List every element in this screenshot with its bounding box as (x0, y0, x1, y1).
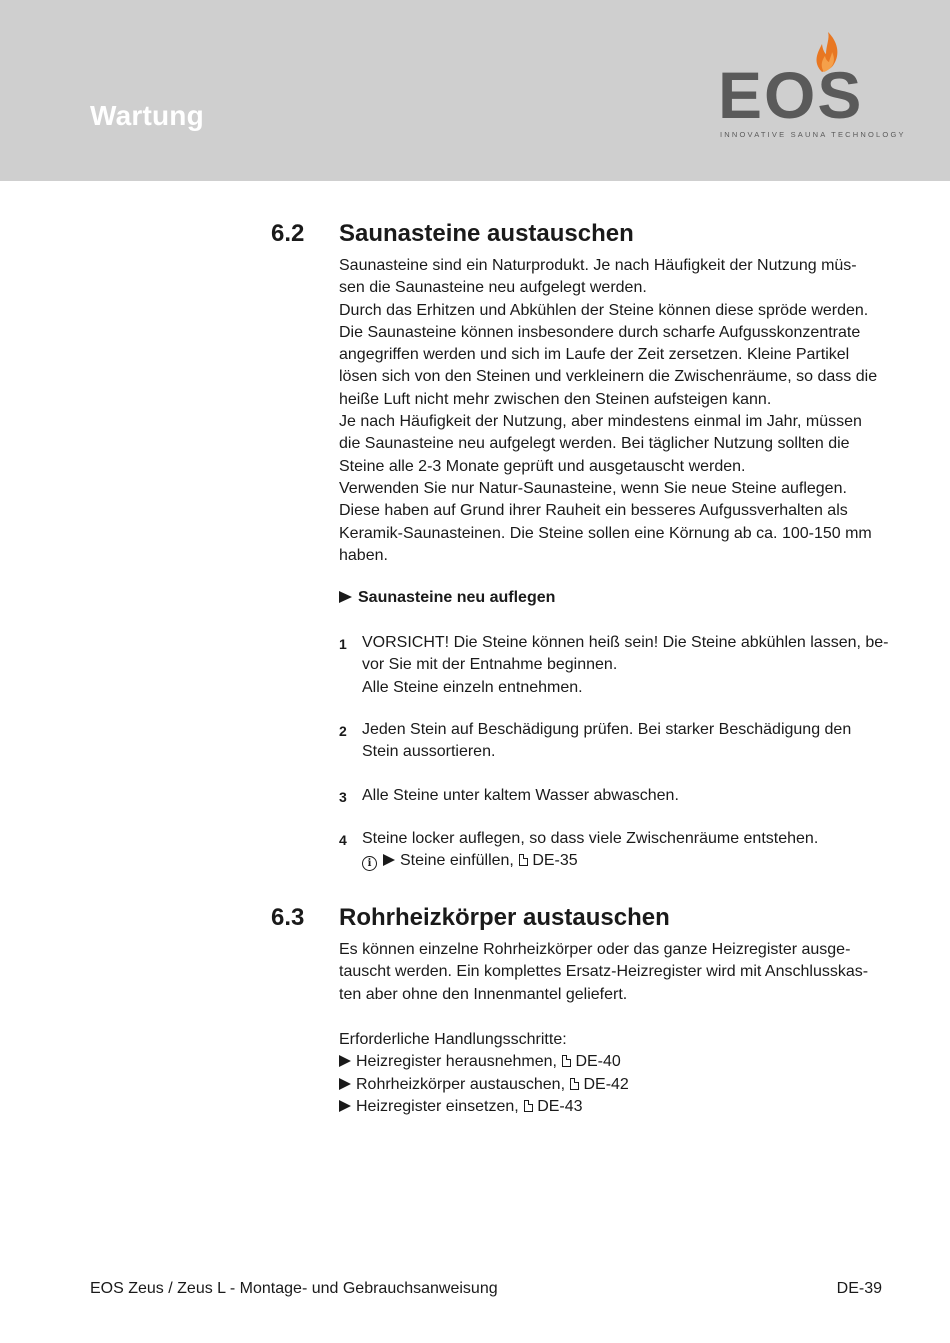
page-header (0, 0, 950, 181)
procedure-title: Saunasteine neu auflegen (358, 589, 556, 606)
triangle-arrow-icon (383, 854, 395, 866)
action-text: Heizregister einsetzen, (356, 1097, 519, 1115)
paragraph-line: Verwenden Sie nur Natur-Saunasteine, wenn Sie neue Steine auflegen. (339, 479, 847, 497)
triangle-arrow-icon (339, 1078, 351, 1090)
paragraph-line: angegriffen werden und sich im Laufe der Zeit zersetzen. Kleine Partikel (339, 346, 850, 364)
paragraph-line: Durch das Erhitzen und Abkühlen der Steine können diese spröde werden. (339, 301, 869, 319)
section-number: 6.3 (271, 904, 305, 931)
step-number: 3 (339, 789, 347, 805)
footer-page-number: DE-39 (836, 1280, 882, 1297)
paragraph-line: sen die Saunasteine neu aufgelegt werden. (339, 279, 647, 297)
step-number: 1 (339, 636, 347, 652)
triangle-arrow-icon (339, 591, 352, 603)
paragraph-line: Die Saunasteine können insbesondere durch scharfe Aufgusskonzentrate (339, 323, 861, 341)
steps-intro: Erforderliche Handlungsschritte: (339, 1031, 567, 1048)
reference-page: DE-35 (532, 852, 578, 870)
paragraph-line: heiße Luft nicht mehr zwischen den Steinen aufsteigen kann. (339, 390, 772, 408)
paragraph-line: tauscht werden. Ein komplettes Ersatz-Heizregister wird mit Anschlusskas- (339, 963, 869, 981)
action-ref: DE-42 (583, 1075, 629, 1093)
paragraph-line: Saunasteine sind ein Naturprodukt. Je nach Häufigkeit der Nutzung müs- (339, 257, 857, 274)
paragraph-line: Je nach Häufigkeit der Nutzung, aber mindestens einmal im Jahr, müssen (339, 413, 862, 431)
triangle-arrow-icon (339, 1100, 351, 1112)
page-reference-icon (562, 1055, 571, 1067)
paragraph-line: Es können einzelne Rohrheizkörper oder das ganze Heizregister ausge- (339, 941, 851, 958)
action-text: Heizregister herausnehmen, (356, 1053, 557, 1071)
paragraph-line: Steine alle 2-3 Monate geprüft und ausgetauscht werden. (339, 457, 746, 475)
logo-wordmark: EOS (718, 58, 864, 132)
section-paragraph (339, 255, 889, 567)
action-item[interactable] (339, 1096, 889, 1118)
section-title: Saunasteine austauschen (339, 220, 634, 247)
procedure-heading (339, 589, 555, 607)
page-reference-icon (570, 1078, 579, 1090)
paragraph-line: haben. (339, 546, 388, 564)
triangle-arrow-icon (339, 1055, 351, 1067)
step-line: VORSICHT! Die Steine können heiß sein! Die Steine abkühlen lassen, be- (362, 634, 889, 651)
footer-document-title: EOS Zeus / Zeus L - Montage- und Gebrauchsanweisung (90, 1280, 498, 1297)
chapter-title: Wartung (90, 100, 204, 131)
step-line: Jeden Stein auf Beschädigung prüfen. Bei starker Beschädigung den (362, 721, 852, 738)
paragraph-line: Diese haben auf Grund ihrer Rauheit ein besseres Aufgussverhalten als (339, 502, 848, 520)
step-number: 2 (339, 723, 347, 739)
paragraph-line: die Saunasteine neu aufgelegt werden. Bei täglicher Nutzung sollten die (339, 435, 850, 453)
page-reference-icon (519, 854, 528, 866)
logo-tagline: INNOVATIVE SAUNA TECHNOLOGY (720, 130, 906, 139)
reference-text: Steine einfüllen, (400, 852, 514, 870)
action-item[interactable] (339, 1051, 889, 1073)
page-reference-icon (524, 1100, 533, 1112)
action-ref: DE-43 (537, 1097, 583, 1115)
section-number: 6.2 (271, 220, 305, 247)
section-title: Rohrheizkörper austauschen (339, 904, 670, 931)
eos-logo (716, 32, 906, 142)
paragraph-line: Keramik-Saunasteinen. Die Steine sollen eine Körnung ab ca. 100-150 mm (339, 524, 872, 542)
paragraph-line: lösen sich von den Steinen und verkleinern die Zwischenräume, so dass die (339, 368, 878, 386)
action-ref: DE-40 (575, 1053, 621, 1071)
step-line: Alle Steine unter kaltem Wasser abwaschen. (362, 787, 679, 804)
step-number: 4 (339, 832, 347, 848)
step-line: vor Sie mit der Entnahme beginnen. (362, 656, 618, 674)
step-line: Stein aussortieren. (362, 743, 496, 761)
step-line: Steine locker auflegen, so dass viele Zwischenräume entstehen. (362, 830, 819, 847)
section-paragraph (339, 939, 889, 1006)
cross-reference[interactable] (362, 850, 892, 872)
paragraph-line: ten aber ohne den Innenmantel geliefert. (339, 985, 628, 1003)
info-icon: i (362, 856, 377, 871)
action-list (339, 1029, 889, 1118)
action-item[interactable] (339, 1074, 889, 1096)
step-line: Alle Steine einzeln entnehmen. (362, 678, 583, 696)
action-text: Rohrheizkörper austauschen, (356, 1075, 566, 1093)
